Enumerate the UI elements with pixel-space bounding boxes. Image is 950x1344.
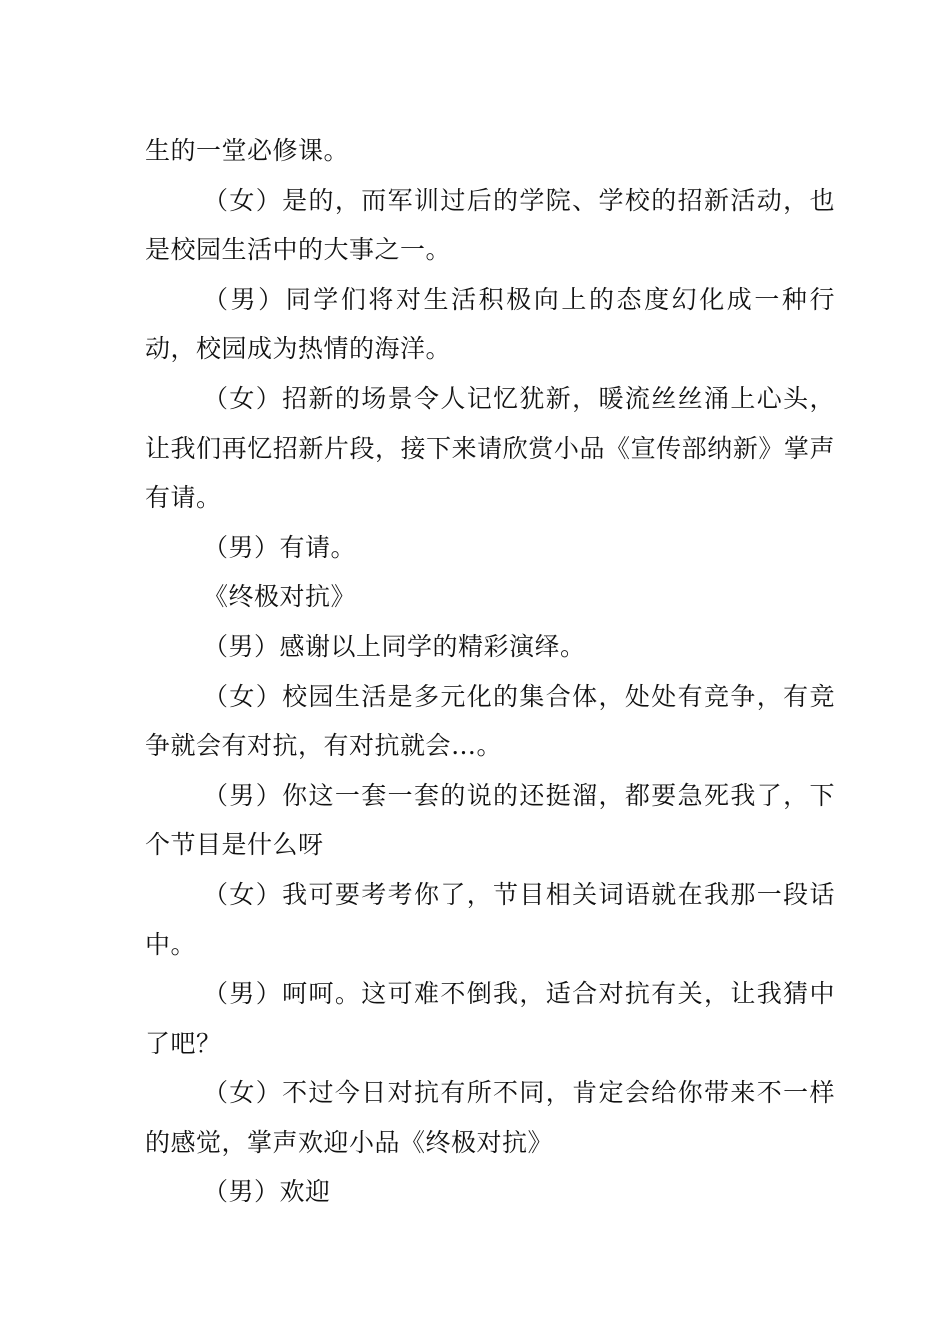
- paragraph-11: （男）呵呵。这可难不倒我，适合对抗有关，让我猜中了吧？: [145, 979, 835, 1058]
- paragraph-13: （男）欢迎: [203, 1177, 331, 1207]
- paragraph-7: （男）感谢以上同学的精彩演绎。: [203, 631, 586, 661]
- paragraph-12: （女）不过今日对抗有所不同，肯定会给你带来不一样的感觉，掌声欢迎小品《终极对抗》: [145, 1078, 835, 1157]
- document-body: [145, 126, 835, 1217]
- paragraph-3: （男）同学们将对生活积极向上的态度幻化成一种行动，校园成为热情的海洋。: [145, 284, 835, 364]
- paragraph-5: （男）有请。: [203, 532, 357, 562]
- paragraph-4: （女）招新的场景令人记忆犹新，暖流丝丝涌上心头，让我们再忆招新片段，接下来请欣赏小品《宣传部纳新》掌声有请。: [145, 383, 835, 513]
- paragraph-6: 《终极对抗》: [203, 582, 357, 612]
- paragraph-1: 生的一堂必修课。: [145, 136, 350, 165]
- paragraph-2: （女）是的，而军训过后的学院、学校的招新活动，也是校园生活中的大事之一。: [145, 185, 835, 265]
- paragraph-10: （女）我可要考考你了，节目相关词语就在我那一段话中。: [145, 879, 835, 959]
- paragraph-9: （男）你这一套一套的说的还挺溜，都要急死我了，下个节目是什么呀: [145, 780, 835, 860]
- paragraph-8: （女）校园生活是多元化的集合体，处处有竞争，有竞争就会有对抗，有对抗就会…。: [145, 681, 835, 761]
